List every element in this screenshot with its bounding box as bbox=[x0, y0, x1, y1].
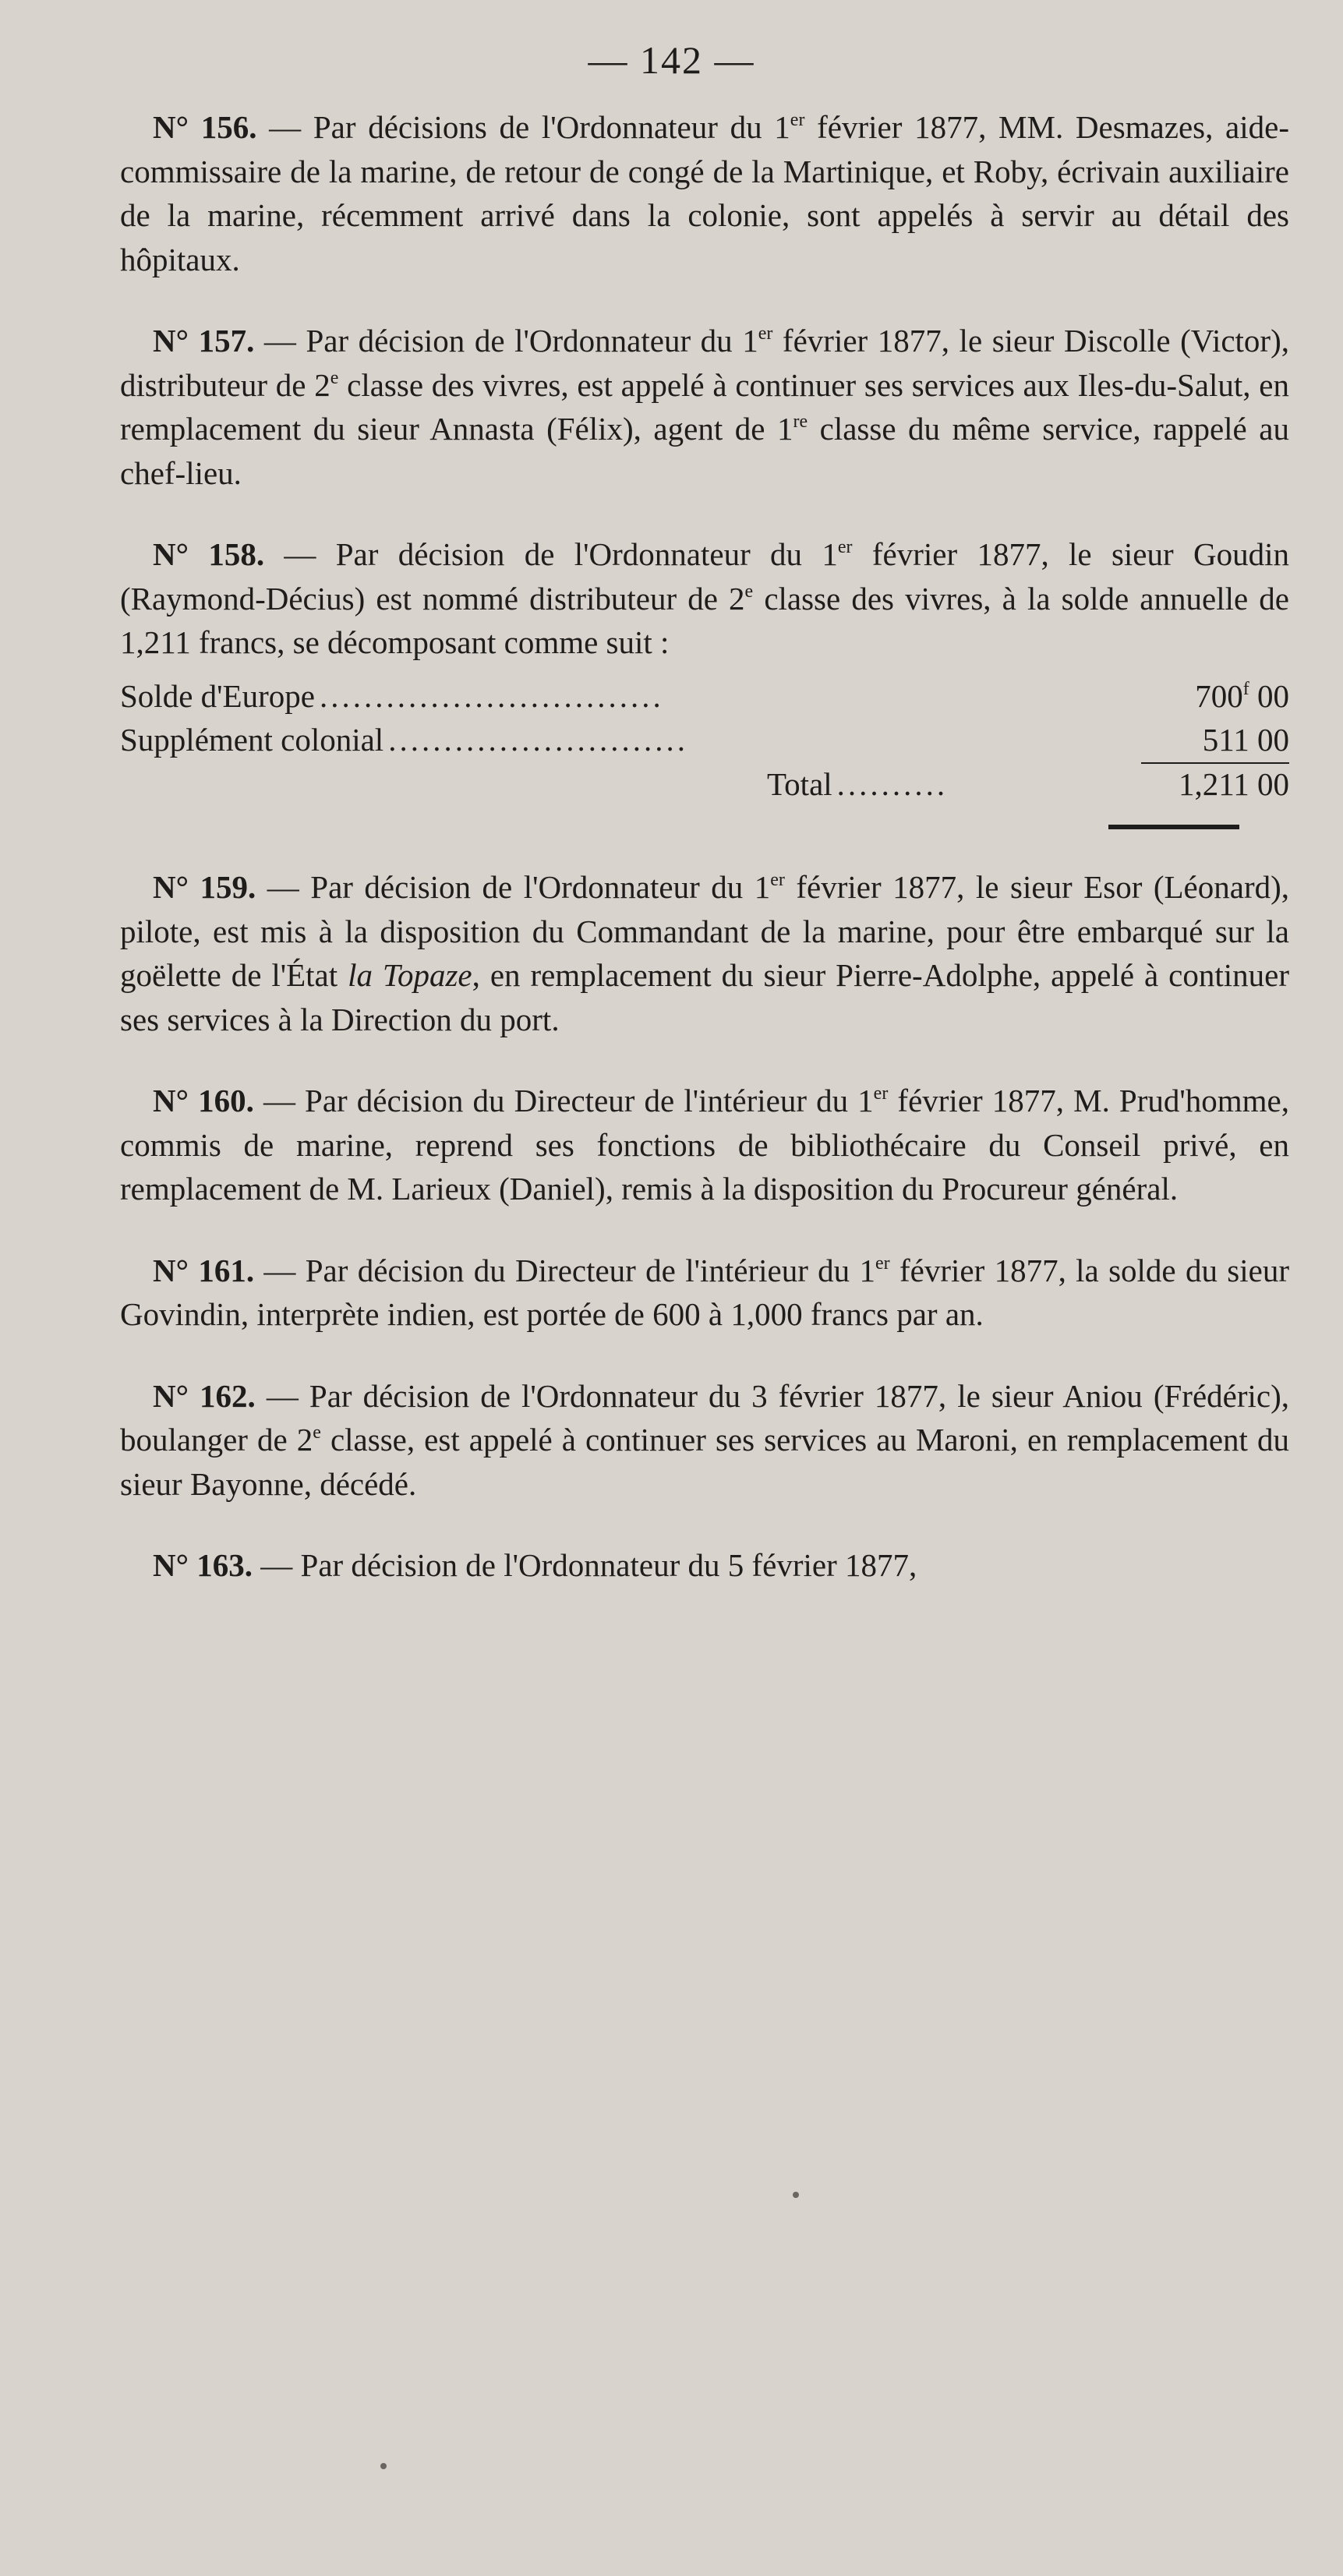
decision-text: février 1877, M. Prud'homme, commis de marine, reprend ses fonctions de bibliothécaire du Conseil privé, en remplacement de M. Larieux (Daniel), remis à la disposition du Procureur général. bbox=[120, 1083, 1289, 1207]
ink-speck bbox=[380, 2463, 387, 2469]
salary-row-label: Supplément colonial bbox=[120, 722, 384, 758]
decision-text: classe, est appelé à continuer ses services au Maroni, en remplacement du sieur Bayonne, décédé. bbox=[120, 1422, 1289, 1502]
decision-text: — Par décision de l'Ordonnateur du 3 février 1877, le sieur Aniou (Frédéric), boulanger de 2 bbox=[120, 1377, 1289, 1458]
dot-leader: .......... bbox=[836, 765, 949, 802]
dot-leader: ........................... bbox=[388, 722, 688, 758]
decision-text: — Par décision du Directeur de l'intérieur du 1 bbox=[254, 1252, 876, 1288]
ordinal-superscript: re bbox=[793, 412, 808, 432]
salary-value-cents: 00 bbox=[1249, 677, 1289, 714]
ordinal-superscript: er bbox=[770, 870, 785, 890]
decision-paragraph-160 bbox=[120, 1079, 1289, 1211]
decision-text: février 1877, le sieur Esor (Léonard), pilote, est mis à la disposition du Commandant de la marine, pour être embarqué sur la goëlette de l'État bbox=[120, 869, 1289, 993]
salary-row-label: Solde d'Europe bbox=[120, 677, 315, 714]
decision-text: — Par décision du Directeur de l'intérieur du 1 bbox=[253, 1083, 874, 1118]
decision-paragraph-158 bbox=[120, 532, 1289, 665]
salary-value-main: 700 bbox=[1195, 677, 1243, 714]
decision-number: N° 159. bbox=[153, 869, 256, 905]
decision-paragraph-159 bbox=[120, 865, 1289, 1041]
ordinal-superscript: e bbox=[744, 581, 754, 602]
decision-text: février 1877, la solde du sieur Govindin, interprète indien, est portée de 600 à 1,000 francs par an. bbox=[120, 1252, 1289, 1332]
text-column bbox=[120, 105, 1289, 1625]
decision-paragraph-157 bbox=[120, 319, 1289, 495]
salary-total-value: 1,211 00 bbox=[1179, 765, 1289, 802]
ordinal-superscript: er bbox=[873, 1083, 889, 1104]
decision-paragraph-162 bbox=[120, 1374, 1289, 1507]
salary-row bbox=[120, 674, 1289, 719]
salary-row-value bbox=[1141, 674, 1289, 719]
page-number: — 142 — bbox=[588, 38, 755, 82]
decision-text: , en remplacement du sieur Pierre-Adolphe, appelé à continuer ses services à la Direction du port. bbox=[120, 957, 1289, 1037]
decision-number: N° 156. bbox=[153, 109, 257, 145]
decision-number: N° 163. bbox=[153, 1547, 253, 1583]
ship-name: la Topaze bbox=[348, 957, 472, 993]
decision-paragraph-163 bbox=[120, 1543, 1289, 1588]
decision-number: N° 160. bbox=[153, 1083, 254, 1118]
decision-text: — Par décision de l'Ordonnateur du 5 février 1877, bbox=[253, 1547, 917, 1583]
decision-text: février 1877, le sieur Goudin (Raymond-Décius) est nommé distributeur de 2 bbox=[120, 536, 1289, 617]
decision-text: classe du même service, rappelé au chef-lieu. bbox=[120, 411, 1289, 491]
decision-text: classe des vivres, à la solde annuelle de 1,211 francs, se décomposant comme suit : bbox=[120, 580, 1289, 660]
ink-speck bbox=[793, 2192, 799, 2198]
decision-text: février 1877, le sieur Discolle (Victor), distributeur de 2 bbox=[120, 323, 1289, 403]
salary-row bbox=[120, 718, 1289, 762]
ordinal-superscript: e bbox=[313, 1422, 321, 1443]
salary-total-label: Total bbox=[767, 765, 832, 802]
dot-leader: ............................... bbox=[319, 677, 664, 714]
ordinal-superscript: e bbox=[330, 367, 339, 388]
salary-row-value: 511 00 bbox=[1141, 718, 1289, 764]
section-divider-rule bbox=[1108, 825, 1239, 829]
decision-number: N° 161. bbox=[153, 1252, 255, 1288]
decision-number: N° 157. bbox=[153, 323, 255, 359]
franc-superscript: f bbox=[1242, 678, 1249, 699]
decision-text: classe des vivres, est appelé à continuer ses services aux Iles-du-Salut, en remplacement du sieur Annasta (Félix), agent de 1 bbox=[120, 366, 1289, 447]
decision-text: — Par décision de l'Ordonnateur du 1 bbox=[254, 323, 758, 359]
ordinal-superscript: er bbox=[837, 537, 853, 557]
ordinal-superscript: er bbox=[875, 1253, 890, 1274]
salary-breakdown-table bbox=[120, 674, 1289, 807]
decision-text: — Par décision de l'Ordonnateur du 1 bbox=[264, 536, 838, 572]
ordinal-superscript: er bbox=[758, 323, 773, 344]
decision-number: N° 158. bbox=[153, 536, 265, 572]
decision-paragraph-161 bbox=[120, 1249, 1289, 1337]
decision-paragraph-156 bbox=[120, 105, 1289, 281]
decision-text: — Par décisions de l'Ordonnateur du 1 bbox=[256, 109, 790, 145]
decision-number: N° 162. bbox=[153, 1377, 256, 1414]
decision-text: — Par décision de l'Ordonnateur du 1 bbox=[256, 869, 771, 905]
decision-text: février 1877, MM. Desmazes, aide-commissaire de la marine, de retour de congé de la Martinique, et Roby, écrivain auxiliaire de la marine, récemment arrivé dans la colonie, sont appelés à servir au détail des hôpitaux. bbox=[120, 109, 1290, 277]
ordinal-superscript: er bbox=[790, 110, 805, 130]
salary-total-row bbox=[120, 762, 1289, 807]
